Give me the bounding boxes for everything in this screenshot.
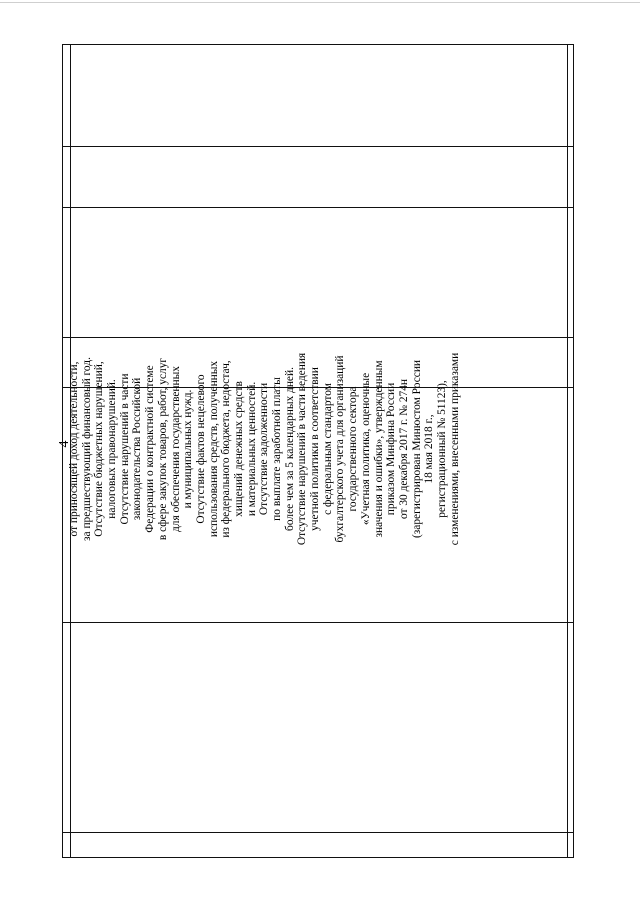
text-line: «Учетная политика, оценочные bbox=[359, 372, 372, 526]
text-line: Федерации о контрактной системе bbox=[144, 365, 157, 533]
text-line: за предшествующий финансовый год. bbox=[80, 357, 93, 541]
text-line: и материальных ценностей. bbox=[245, 381, 258, 517]
text-line: от приносящей доход деятельности, bbox=[68, 361, 80, 537]
text-line: Отсутствие нарушений в части ведения bbox=[296, 352, 309, 546]
criteria-table bbox=[62, 44, 574, 858]
text-line: (зарегистрирован Минюстом России bbox=[410, 359, 423, 539]
page-number: 4 bbox=[57, 440, 72, 448]
text-line: в сфере закупок товаров, работ, услуг bbox=[156, 357, 169, 541]
text-line: 18 мая 2018 г., bbox=[423, 414, 436, 484]
text-line: регистрационный № 51123), bbox=[435, 380, 448, 518]
text-line: бухгалтерского учета для организаций bbox=[334, 355, 347, 543]
text-line: государственного сектора bbox=[347, 386, 360, 512]
text-line: Отсутствие фактов нецелевого bbox=[194, 374, 207, 524]
text-line: законодательства Российской bbox=[131, 377, 144, 521]
text-line: Отсутствие задолженности bbox=[258, 382, 271, 516]
text-line: значения и ошибки», утвержденным bbox=[372, 360, 385, 538]
text-line: с федеральным стандартом bbox=[321, 383, 334, 515]
text-line: более чем за 5 календарных дней. bbox=[283, 367, 296, 531]
row-divider-6 bbox=[63, 832, 573, 833]
scan-top-edge bbox=[0, 2, 640, 3]
text-line: из федерального бюджета, недостач, bbox=[220, 360, 233, 538]
text-line: приказом Минфина России bbox=[385, 382, 398, 516]
text-line: для обеспечения государственных bbox=[169, 366, 182, 532]
criteria-cell-text bbox=[68, 211, 570, 687]
text-line: Отсутствие бюджетных нарушений, bbox=[93, 361, 106, 537]
text-line: по выплате заработной платы bbox=[271, 377, 283, 521]
text-line: Отсутствие нарушений в части bbox=[118, 373, 131, 525]
text-line: хищений денежных средств bbox=[232, 381, 245, 517]
text-line: налоговых правонарушений. bbox=[106, 379, 119, 519]
text-line: и муниципальных нужд. bbox=[182, 389, 195, 509]
row-divider-2 bbox=[63, 207, 573, 208]
text-line: с изменениями, внесенными приказами bbox=[448, 352, 461, 546]
text-line: от 30 декабря 2017 г. № 274н bbox=[397, 378, 410, 520]
text-line: использования средств, полученных bbox=[207, 360, 220, 538]
text-line: учетной политики в соответствии bbox=[309, 367, 322, 531]
row-divider-1 bbox=[63, 146, 573, 147]
